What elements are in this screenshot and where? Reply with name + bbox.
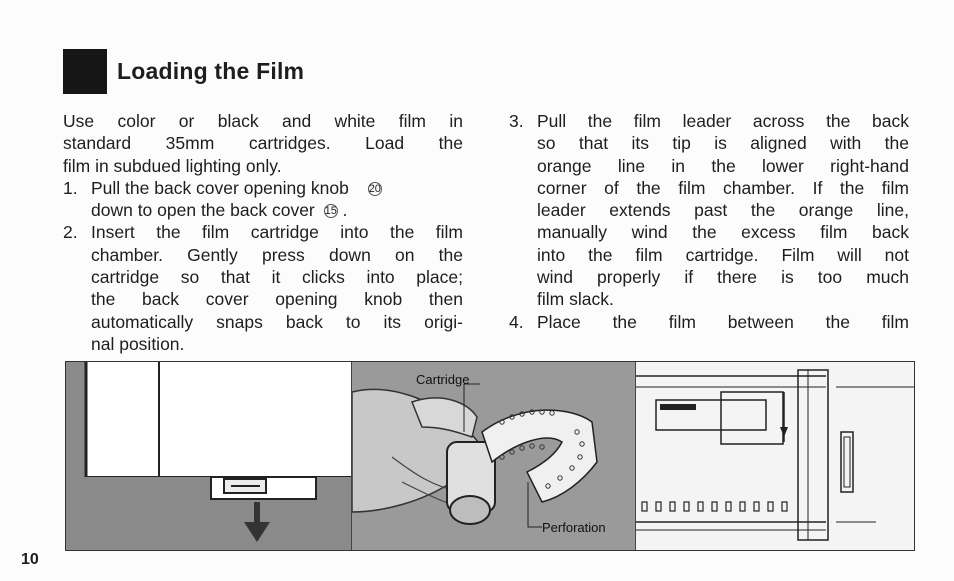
step-number: 3. [509,111,524,131]
step-line: corner of the film chamber. If the film [537,177,909,198]
step-line: so that its tip is aligned with the [537,133,909,154]
step-line: wind properly if there is too much [537,267,909,288]
perforation-label: Perforation [542,520,606,535]
step-line [91,177,463,199]
film-chamber-panel [635,362,915,550]
step-3 [509,110,909,311]
section-marker-block [63,49,107,94]
film-chamber-illustration [636,362,915,551]
step-4 [509,311,909,333]
page-title: Loading the Film [117,58,305,84]
step-line: Place the film between the film [537,311,909,332]
step-line: nal position. [91,333,185,354]
intro-line: standard 35mm cartridges. Load the [63,133,463,154]
illustration-strip [65,361,915,551]
step-line: chamber. Gently press down on the [91,244,463,265]
step-number: 1. [63,177,78,198]
step-line: orange line in the lower right-hand [537,155,909,176]
step-line: leader extends past the orange line, [537,200,909,221]
step-number: 2. [63,222,78,243]
step-text: down to open the back cover [91,200,315,221]
left-column [63,110,463,355]
intro-line: Use color or black and white film in [63,111,463,131]
intro-paragraph [63,110,463,177]
step-line: manually wind the excess film back [537,222,909,243]
ref-number-15: 15 [324,205,337,218]
step-line: Insert the film cartridge into the film [91,222,463,243]
step-line: the back cover opening knob then [91,289,463,310]
step-1 [63,177,463,222]
cartridge-label: Cartridge [416,372,470,387]
step-line: automatically snaps back to its origi- [91,311,463,332]
step-line: down to open the back cover 15 . [91,200,348,221]
ref-number-20: 20 [368,182,381,195]
step-line: cartridge so that it clicks into place; [91,267,463,288]
step-text: Pull the back cover opening knob [91,177,349,198]
step-2 [63,221,463,355]
page-number: 10 [21,551,39,568]
step-line: into the film cartridge. Film will not [537,244,909,265]
camera-back-illustration [66,362,351,551]
step-number: 4. [509,311,524,332]
step-line: Pull the film leader across the back [537,111,909,131]
step-line: film slack. [537,289,614,310]
intro-line: film in subdued lighting only. [63,155,282,176]
camera-back-panel [66,362,351,550]
right-column [509,110,909,333]
